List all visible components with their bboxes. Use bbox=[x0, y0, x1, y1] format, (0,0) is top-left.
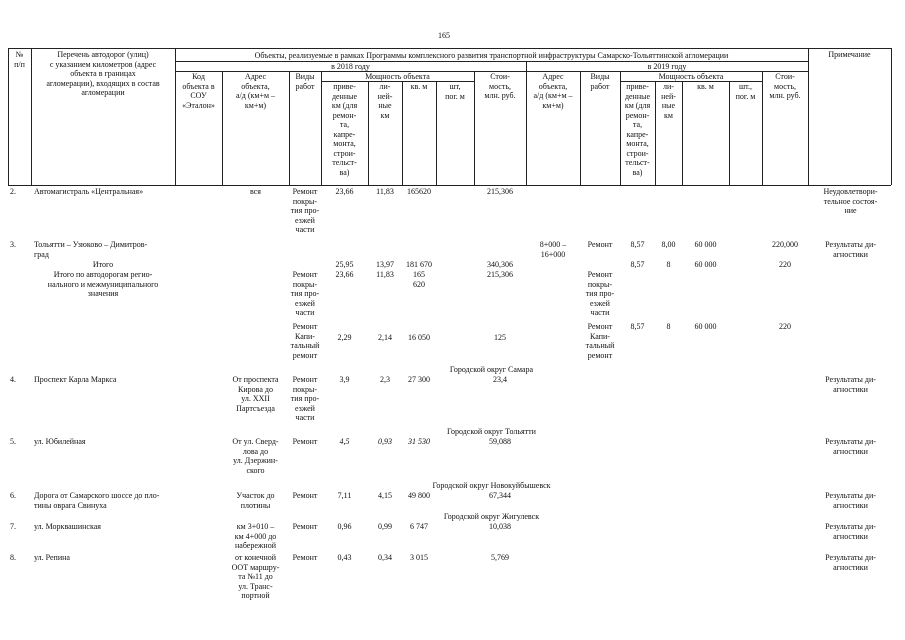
reduced-km-2019: 8,57 bbox=[630, 322, 645, 331]
header-linear-km: ли- ней- ные км bbox=[377, 82, 393, 120]
address: км 3+010 – км 4+000 до набережной bbox=[234, 522, 277, 550]
cost: 67,344 bbox=[489, 491, 511, 500]
section-title: Городской округ Тольятти bbox=[447, 427, 536, 436]
address-2019: 8+000 – 16+000 bbox=[539, 240, 567, 259]
total-label: Итого bbox=[92, 260, 114, 269]
cost-2019: 220 bbox=[779, 322, 791, 331]
cost: 125 bbox=[494, 333, 506, 342]
work-type: Ремонт bbox=[292, 522, 318, 531]
linear-km: 2,14 bbox=[378, 333, 392, 342]
sq-m: 16 050 bbox=[408, 333, 430, 342]
note: Неудовлетвори- тельное состоя- ние bbox=[823, 187, 878, 215]
sq-m: 165620 bbox=[407, 187, 431, 196]
cost-2019: 220,000 bbox=[772, 240, 798, 249]
cost: 5,769 bbox=[491, 553, 509, 562]
section-title: Городской округ Жигулевск bbox=[443, 512, 540, 521]
road-name: Тольятти – Узюково – Димитров- град bbox=[34, 240, 148, 259]
road-name: ул. Репина bbox=[34, 553, 70, 562]
reduced-km: 23,66 bbox=[335, 187, 354, 196]
header-linear-km-2019: ли- ней- ные км bbox=[661, 82, 676, 120]
header-sq-m-2019: кв. м bbox=[697, 82, 714, 91]
linear-km-2019: 8,00 bbox=[661, 240, 676, 249]
cost: 215,306 bbox=[487, 187, 513, 196]
page-number: 165 bbox=[438, 31, 450, 40]
reduced-km: 7,11 bbox=[337, 491, 352, 500]
reduced-km: 2,29 bbox=[337, 333, 352, 342]
address: вся bbox=[250, 187, 261, 196]
note: Результаты ди- агностики bbox=[825, 553, 876, 572]
header-sq-m: кв. м bbox=[410, 82, 428, 91]
note: Результаты ди- агностики bbox=[825, 240, 876, 259]
linear-km: 4,15 bbox=[378, 491, 392, 500]
header-cost: Стои- мость, млн. руб. bbox=[484, 72, 516, 100]
note: Результаты ди- агностики bbox=[825, 491, 876, 510]
header-road-list: Перечень автодорог (улиц) с указанием километров (адрес объекта в границах агломерации), входящих в состав агломерации bbox=[46, 50, 160, 97]
sq-m: 49 800 bbox=[408, 491, 430, 500]
address: от конечной ООТ маршру- та №11 до ул. Транс- портной bbox=[231, 553, 280, 600]
linear-km-2019: 8 bbox=[666, 322, 671, 331]
reduced-km: 0,96 bbox=[337, 522, 352, 531]
work-type-2019: Ремонт покры- тия про- езжей части bbox=[585, 270, 615, 317]
work-type: Ремонт покры- тия про- езжей части bbox=[290, 270, 320, 317]
road-name: Дорога от Самарского шоссе до пло- тины оврага Свинуха bbox=[34, 491, 160, 510]
sq-m-2019: 60 000 bbox=[694, 240, 717, 249]
header-objects-title: Объекты, реализуемые в рамках Программы комплексного развития транспортной инфраструктуры Самарско-Тольяттинской агломерации bbox=[254, 51, 729, 60]
header-code: Код объекта в СОУ «Эталон» bbox=[182, 72, 215, 110]
note: Результаты ди- агностики bbox=[825, 437, 876, 456]
header-address: Адрес объекта, а/д (км+м – км+м) bbox=[235, 72, 276, 110]
linear-km: 11,83 bbox=[376, 270, 394, 279]
header-cost-2019: Стои- мость, млн. руб. bbox=[769, 72, 801, 100]
sq-m: 181 670 bbox=[406, 260, 432, 269]
address: От проспекта Кирова до ул. XXII Партсъезда bbox=[232, 375, 279, 413]
row-num: 3. bbox=[10, 240, 16, 249]
header-address-2019: Адрес объекта, а/д (км+м – км+м) bbox=[533, 72, 573, 110]
reduced-km-2019: 8,57 bbox=[630, 240, 645, 249]
reduced-km: 4,5 bbox=[339, 437, 350, 446]
work-type: Ремонт покры- тия про- езжей части bbox=[290, 375, 320, 422]
header-num: № п/п bbox=[14, 50, 25, 69]
road-name: Автомагистраль «Центральная» bbox=[34, 187, 144, 196]
note: Результаты ди- агностики bbox=[825, 522, 876, 541]
row-num: 8. bbox=[10, 553, 16, 562]
header-work-type: Виды работ bbox=[295, 72, 315, 91]
address: От ул. Сверд- лова до ул. Дзержин- ского bbox=[232, 437, 279, 475]
row-num: 5. bbox=[10, 437, 16, 446]
header-capacity: Мощность объекта bbox=[365, 72, 430, 81]
road-name: Проспект Карла Маркса bbox=[34, 375, 117, 384]
linear-km: 11,83 bbox=[376, 187, 394, 196]
road-name: ул. Морквашинская bbox=[34, 522, 101, 531]
linear-km: 0,34 bbox=[378, 553, 392, 562]
sq-m: 31 530 bbox=[408, 437, 430, 446]
linear-km: 0,93 bbox=[378, 437, 392, 446]
sq-m: 6 747 bbox=[410, 522, 428, 531]
sq-m-2019: 60 000 bbox=[694, 260, 717, 269]
section-title: Городской округ Самара bbox=[449, 365, 534, 374]
sq-m: 27 300 bbox=[408, 375, 430, 384]
reduced-km: 0,43 bbox=[337, 553, 352, 562]
cost-2019: 220 bbox=[779, 260, 791, 269]
reduced-km: 3,9 bbox=[339, 375, 350, 384]
work-type: Ремонт bbox=[292, 437, 318, 446]
reduced-km-2019: 8,57 bbox=[630, 260, 645, 269]
road-name: ул. Юбилейная bbox=[34, 437, 86, 446]
header-note: Примечание bbox=[828, 50, 871, 59]
section-title: Городской округ Новокуйбышевск bbox=[432, 481, 551, 490]
sq-m: 165 620 bbox=[413, 270, 425, 289]
row-num: 2. bbox=[10, 187, 16, 196]
header-reduced-km: приве- денные км (для ремон- та, капре- монта, строи- тельст- ва) bbox=[331, 82, 358, 177]
row-num: 6. bbox=[10, 491, 16, 500]
header-capacity-2019: Мощность объекта bbox=[658, 72, 724, 81]
work-type: Ремонт Капи- тальный ремонт bbox=[290, 322, 320, 360]
reduced-km: 25,95 bbox=[335, 260, 354, 269]
work-type: Ремонт bbox=[292, 491, 318, 500]
header-pcs-2019: шт., пог. м bbox=[735, 82, 756, 101]
cost: 215,306 bbox=[487, 270, 513, 279]
header-pcs: шт, пог. м bbox=[445, 82, 465, 101]
row-num: 4. bbox=[10, 375, 16, 384]
header-year-2018: в 2018 году bbox=[331, 62, 370, 71]
work-type: Ремонт bbox=[292, 553, 318, 562]
work-type: Ремонт покры- тия про- езжей части bbox=[290, 187, 320, 234]
cost: 59,088 bbox=[489, 437, 511, 446]
reduced-km: 23,66 bbox=[335, 270, 354, 279]
address: Участок до плотины bbox=[236, 491, 275, 510]
cost: 340,306 bbox=[487, 260, 513, 269]
note: Результаты ди- агностики bbox=[825, 375, 876, 394]
header-year-2019: в 2019 году bbox=[647, 62, 687, 71]
header-work-type-2019: Виды работ bbox=[590, 72, 610, 91]
total-regional-label: Итого по автодорогам регио- нального и межмуниципального значения bbox=[47, 270, 159, 298]
linear-km: 0,99 bbox=[378, 522, 392, 531]
row-num: 7. bbox=[10, 522, 16, 531]
linear-km-2019: 8 bbox=[666, 260, 671, 269]
work-type-2019: Ремонт bbox=[587, 240, 613, 249]
work-type-2019: Ремонт Капи- тальный ремонт bbox=[585, 322, 615, 360]
cost: 23,4 bbox=[493, 375, 507, 384]
header-reduced-km-2019: приве- денные км (для ремон- та, капре- монта, строи- тельст- ва) bbox=[624, 82, 651, 177]
linear-km: 2,3 bbox=[380, 375, 390, 384]
linear-km: 13,97 bbox=[376, 260, 394, 269]
cost: 10,038 bbox=[489, 522, 511, 531]
sq-m: 3 015 bbox=[410, 553, 428, 562]
sq-m-2019: 60 000 bbox=[694, 322, 717, 331]
